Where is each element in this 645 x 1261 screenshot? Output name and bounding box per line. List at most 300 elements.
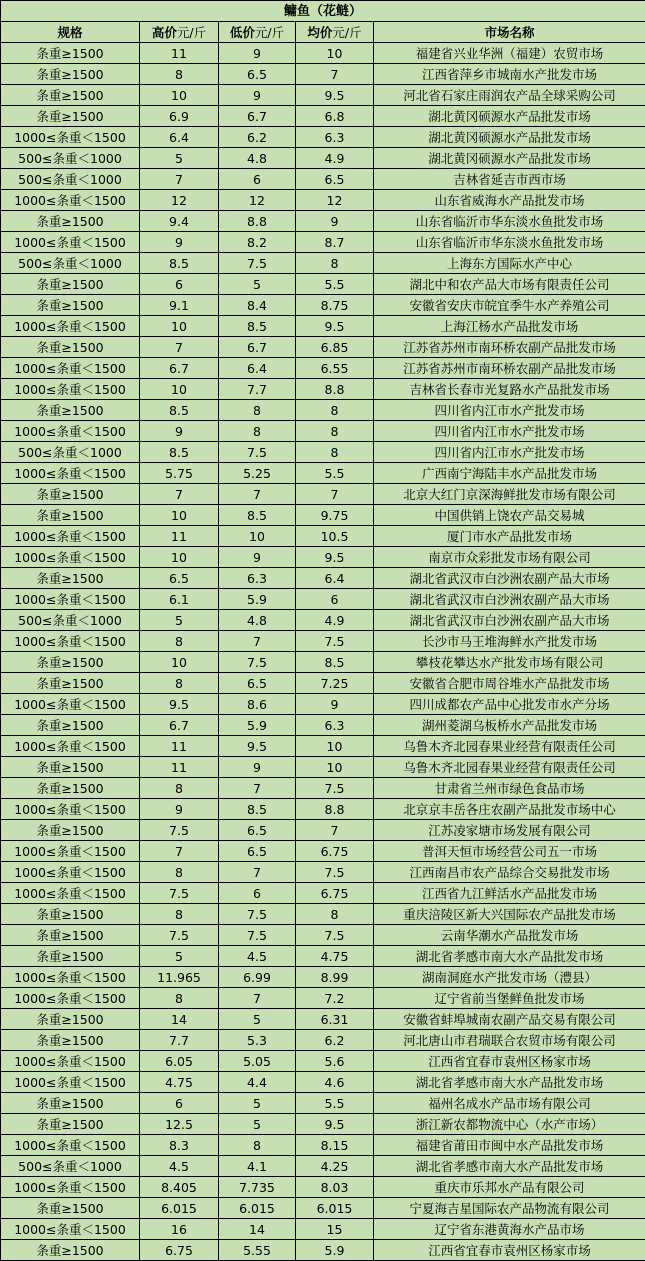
cell-spec: 1000≤条重＜1500 xyxy=(1,631,140,652)
cell-low-price: 4.5 xyxy=(219,946,296,967)
table-row xyxy=(1,967,645,988)
cell-low-price: 8.5 xyxy=(219,799,296,820)
cell-avg-price: 7.5 xyxy=(296,778,374,799)
cell-avg-price: 8 xyxy=(296,400,374,421)
cell-avg-price: 7.5 xyxy=(296,862,374,883)
cell-spec: 1000≤条重＜1500 xyxy=(1,421,140,442)
table-row xyxy=(1,358,645,379)
cell-spec: 1000≤条重＜1500 xyxy=(1,799,140,820)
cell-avg-price: 6 xyxy=(296,589,374,610)
cell-market: 云南华潮水产品批发市场 xyxy=(374,925,645,946)
cell-spec: 1000≤条重＜1500 xyxy=(1,358,140,379)
table-row xyxy=(1,862,645,883)
cell-high-price: 11 xyxy=(140,757,219,778)
cell-low-price: 12 xyxy=(219,190,296,211)
cell-high-price: 14 xyxy=(140,1009,219,1030)
cell-high-price: 9 xyxy=(140,799,219,820)
cell-high-price: 9.1 xyxy=(140,295,219,316)
cell-market: 浙江新农都物流中心（水产市场） xyxy=(374,1114,645,1135)
table-row xyxy=(1,946,645,967)
cell-market: 厦门市水产品批发市场 xyxy=(374,526,645,547)
cell-low-price: 5.05 xyxy=(219,1051,296,1072)
cell-avg-price: 6.4 xyxy=(296,568,374,589)
cell-high-price: 12 xyxy=(140,190,219,211)
cell-avg-price: 9 xyxy=(296,211,374,232)
cell-avg-price: 9 xyxy=(296,694,374,715)
cell-market: 广西南宁海陆丰水产品批发市场 xyxy=(374,463,645,484)
cell-low-price: 6.99 xyxy=(219,967,296,988)
cell-avg-price: 6.75 xyxy=(296,883,374,904)
table-row xyxy=(1,421,645,442)
table-row xyxy=(1,1051,645,1072)
cell-market: 普洱天恒市场经营公司五一市场 xyxy=(374,841,645,862)
table-row xyxy=(1,505,645,526)
cell-avg-price: 8.8 xyxy=(296,799,374,820)
cell-spec: 500≤条重＜1000 xyxy=(1,1156,140,1177)
cell-high-price: 8 xyxy=(140,862,219,883)
cell-market: 北京大红门京深海鲜批发市场有限公司 xyxy=(374,484,645,505)
cell-spec: 1000≤条重＜1500 xyxy=(1,841,140,862)
cell-market: 四川成都农产品中心批发市水产分场 xyxy=(374,694,645,715)
cell-low-price: 7.5 xyxy=(219,904,296,925)
table-row xyxy=(1,715,645,736)
cell-avg-price: 6.3 xyxy=(296,715,374,736)
cell-low-price: 6 xyxy=(219,169,296,190)
cell-avg-price: 8 xyxy=(296,442,374,463)
cell-spec: 条重≥1500 xyxy=(1,820,140,841)
cell-spec: 条重≥1500 xyxy=(1,925,140,946)
cell-high-price: 10 xyxy=(140,85,219,106)
cell-avg-price: 6.5 xyxy=(296,169,374,190)
cell-high-price: 5 xyxy=(140,946,219,967)
cell-spec: 1000≤条重＜1500 xyxy=(1,463,140,484)
cell-market: 攀枝花攀达水产批发市场有限公司 xyxy=(374,652,645,673)
cell-avg-price: 7.2 xyxy=(296,988,374,1009)
cell-market: 福州名成水产品市场有限公司 xyxy=(374,1093,645,1114)
table-row xyxy=(1,43,645,64)
cell-market: 上海东方国际水产中心 xyxy=(374,253,645,274)
cell-low-price: 7.5 xyxy=(219,652,296,673)
cell-low-price: 6.2 xyxy=(219,127,296,148)
cell-market: 长沙市马王堆海鲜水产批发市场 xyxy=(374,631,645,652)
cell-market: 辽宁省前当堡鲜鱼批发市场 xyxy=(374,988,645,1009)
cell-spec: 1000≤条重＜1500 xyxy=(1,1072,140,1093)
cell-spec: 1000≤条重＜1500 xyxy=(1,1051,140,1072)
cell-spec: 条重≥1500 xyxy=(1,274,140,295)
cell-market: 安徽省蚌埠城南农副产品交易有限公司 xyxy=(374,1009,645,1030)
table-row xyxy=(1,925,645,946)
cell-market: 安徽省安庆市皖宜季牛水产养殖公司 xyxy=(374,295,645,316)
cell-spec: 1000≤条重＜1500 xyxy=(1,589,140,610)
cell-spec: 条重≥1500 xyxy=(1,673,140,694)
table-row xyxy=(1,694,645,715)
cell-high-price: 9 xyxy=(140,421,219,442)
table-row xyxy=(1,1156,645,1177)
cell-spec: 条重≥1500 xyxy=(1,484,140,505)
table-row xyxy=(1,463,645,484)
cell-high-price: 6.4 xyxy=(140,127,219,148)
table-row xyxy=(1,1030,645,1051)
cell-market: 山东省临沂市华东淡水鱼批发市场 xyxy=(374,232,645,253)
cell-market: 福建省兴业华洲（福建）农贸市场 xyxy=(374,43,645,64)
table-row xyxy=(1,442,645,463)
cell-avg-price: 4.6 xyxy=(296,1072,374,1093)
table-row xyxy=(1,610,645,631)
cell-avg-price: 8.03 xyxy=(296,1177,374,1198)
cell-low-price: 7 xyxy=(219,778,296,799)
cell-low-price: 7 xyxy=(219,862,296,883)
cell-spec: 1000≤条重＜1500 xyxy=(1,694,140,715)
table-title: 鳙鱼（花鲢） xyxy=(1,1,645,22)
cell-high-price: 11 xyxy=(140,736,219,757)
table-row xyxy=(1,190,645,211)
cell-high-price: 4.75 xyxy=(140,1072,219,1093)
cell-avg-price: 8.5 xyxy=(296,652,374,673)
header-row xyxy=(1,22,645,43)
cell-market: 重庆涪陵区新大兴国际农产品批发市场 xyxy=(374,904,645,925)
cell-high-price: 8 xyxy=(140,778,219,799)
cell-market: 湖北省武汉市白沙洲农副产品大市场 xyxy=(374,568,645,589)
cell-low-price: 8 xyxy=(219,421,296,442)
cell-high-price: 10 xyxy=(140,505,219,526)
cell-spec: 1000≤条重＜1500 xyxy=(1,1135,140,1156)
cell-high-price: 9.4 xyxy=(140,211,219,232)
cell-low-price: 7 xyxy=(219,484,296,505)
cell-high-price: 4.5 xyxy=(140,1156,219,1177)
cell-avg-price: 8.8 xyxy=(296,379,374,400)
cell-avg-price: 6.75 xyxy=(296,841,374,862)
cell-market: 湖北黄冈硕源水产品批发市场 xyxy=(374,106,645,127)
table-row xyxy=(1,589,645,610)
cell-high-price: 6 xyxy=(140,1093,219,1114)
cell-low-price: 9 xyxy=(219,547,296,568)
cell-high-price: 6.015 xyxy=(140,1198,219,1219)
table-row xyxy=(1,274,645,295)
table-row xyxy=(1,169,645,190)
cell-low-price: 5.25 xyxy=(219,463,296,484)
cell-low-price: 5.55 xyxy=(219,1240,296,1261)
cell-market: 四川省内江市水产批发市场 xyxy=(374,421,645,442)
cell-high-price: 6.7 xyxy=(140,358,219,379)
cell-market: 吉林省延吉市西市场 xyxy=(374,169,645,190)
cell-spec: 1000≤条重＜1500 xyxy=(1,190,140,211)
cell-high-price: 7 xyxy=(140,841,219,862)
cell-high-price: 10 xyxy=(140,379,219,400)
cell-low-price: 6.4 xyxy=(219,358,296,379)
cell-avg-price: 8 xyxy=(296,421,374,442)
cell-avg-price: 7.5 xyxy=(296,631,374,652)
cell-avg-price: 6.8 xyxy=(296,106,374,127)
table-row xyxy=(1,337,645,358)
cell-avg-price: 5.6 xyxy=(296,1051,374,1072)
cell-market: 重庆市乐邦水产品有限公司 xyxy=(374,1177,645,1198)
cell-avg-price: 9.5 xyxy=(296,547,374,568)
cell-market: 上海江杨水产品批发市场 xyxy=(374,316,645,337)
table-row xyxy=(1,841,645,862)
cell-market: 四川省内江市水产批发市场 xyxy=(374,400,645,421)
table-row xyxy=(1,1093,645,1114)
cell-spec: 条重≥1500 xyxy=(1,85,140,106)
cell-avg-price: 7 xyxy=(296,820,374,841)
cell-market: 河北唐山市君瑞联合农贸市场有限公司 xyxy=(374,1030,645,1051)
cell-high-price: 7 xyxy=(140,169,219,190)
cell-market: 江苏省苏州市南环桥农副产品批发市场 xyxy=(374,358,645,379)
cell-market: 河北省石家庄雨润农产品全球采购公司 xyxy=(374,85,645,106)
cell-spec: 1000≤条重＜1500 xyxy=(1,379,140,400)
header-market: 市场名称 xyxy=(374,22,645,43)
cell-low-price: 8 xyxy=(219,1135,296,1156)
cell-spec: 1000≤条重＜1500 xyxy=(1,736,140,757)
cell-market: 辽宁省东港黄海水产品市场 xyxy=(374,1219,645,1240)
cell-avg-price: 5.5 xyxy=(296,274,374,295)
cell-low-price: 9 xyxy=(219,757,296,778)
cell-high-price: 6 xyxy=(140,274,219,295)
cell-low-price: 6.7 xyxy=(219,337,296,358)
cell-market: 湖南洞庭水产批发市场（澧县） xyxy=(374,967,645,988)
header-avg-price: 均价元/斤 xyxy=(296,22,374,43)
cell-market: 江苏凌家塘市场发展有限公司 xyxy=(374,820,645,841)
cell-market: 山东省威海水产品批发市场 xyxy=(374,190,645,211)
cell-high-price: 6.7 xyxy=(140,715,219,736)
cell-spec: 1000≤条重＜1500 xyxy=(1,316,140,337)
cell-low-price: 6.5 xyxy=(219,841,296,862)
cell-avg-price: 10 xyxy=(296,736,374,757)
cell-low-price: 9.5 xyxy=(219,736,296,757)
cell-high-price: 6.1 xyxy=(140,589,219,610)
cell-market: 乌鲁木齐北园春果业经营有限责任公司 xyxy=(374,736,645,757)
cell-spec: 1000≤条重＜1500 xyxy=(1,883,140,904)
cell-avg-price: 5.5 xyxy=(296,463,374,484)
cell-market: 北京京丰岳各庄农副产品批发市场中心 xyxy=(374,799,645,820)
cell-low-price: 14 xyxy=(219,1219,296,1240)
cell-low-price: 8.5 xyxy=(219,505,296,526)
cell-high-price: 5.75 xyxy=(140,463,219,484)
cell-low-price: 9 xyxy=(219,85,296,106)
cell-spec: 1000≤条重＜1500 xyxy=(1,127,140,148)
cell-high-price: 8.5 xyxy=(140,400,219,421)
cell-market: 福建省莆田市闽中水产品批发市场 xyxy=(374,1135,645,1156)
cell-high-price: 8 xyxy=(140,988,219,1009)
cell-high-price: 7.5 xyxy=(140,925,219,946)
table-row xyxy=(1,568,645,589)
cell-low-price: 7 xyxy=(219,631,296,652)
cell-spec: 条重≥1500 xyxy=(1,1240,140,1261)
cell-market: 湖北省武汉市白沙洲农副产品大市场 xyxy=(374,589,645,610)
cell-avg-price: 6.85 xyxy=(296,337,374,358)
cell-avg-price: 4.9 xyxy=(296,148,374,169)
cell-market: 江西南昌市农产品综合交易批发市场 xyxy=(374,862,645,883)
table-row xyxy=(1,526,645,547)
cell-avg-price: 8.7 xyxy=(296,232,374,253)
table-row xyxy=(1,547,645,568)
cell-spec: 条重≥1500 xyxy=(1,1030,140,1051)
cell-market: 宁夏海吉星国际农产品物流有限公司 xyxy=(374,1198,645,1219)
cell-spec: 条重≥1500 xyxy=(1,337,140,358)
cell-high-price: 8 xyxy=(140,673,219,694)
cell-spec: 条重≥1500 xyxy=(1,43,140,64)
cell-spec: 1000≤条重＜1500 xyxy=(1,547,140,568)
cell-low-price: 6.5 xyxy=(219,820,296,841)
table-row xyxy=(1,1219,645,1240)
cell-avg-price: 9.5 xyxy=(296,1114,374,1135)
cell-low-price: 6 xyxy=(219,883,296,904)
table-row xyxy=(1,883,645,904)
cell-low-price: 7 xyxy=(219,988,296,1009)
cell-spec: 条重≥1500 xyxy=(1,295,140,316)
table-row xyxy=(1,1114,645,1135)
table-row xyxy=(1,799,645,820)
cell-high-price: 7.5 xyxy=(140,820,219,841)
table-row xyxy=(1,148,645,169)
cell-spec: 条重≥1500 xyxy=(1,505,140,526)
cell-high-price: 16 xyxy=(140,1219,219,1240)
cell-market: 江西省宜春市袁州区杨家市场 xyxy=(374,1051,645,1072)
cell-spec: 条重≥1500 xyxy=(1,652,140,673)
cell-market: 江西省宜春市袁州区杨家市场 xyxy=(374,1240,645,1261)
cell-spec: 条重≥1500 xyxy=(1,1114,140,1135)
table-row xyxy=(1,316,645,337)
cell-market: 湖北省孝感市南大水产品批发市场 xyxy=(374,946,645,967)
cell-spec: 500≤条重＜1000 xyxy=(1,442,140,463)
table-row xyxy=(1,1072,645,1093)
cell-high-price: 7 xyxy=(140,337,219,358)
cell-low-price: 9 xyxy=(219,43,296,64)
table-row xyxy=(1,211,645,232)
cell-low-price: 7.5 xyxy=(219,253,296,274)
cell-market: 江西省九江鲜活水产品批发市场 xyxy=(374,883,645,904)
cell-spec: 1000≤条重＜1500 xyxy=(1,967,140,988)
cell-low-price: 7.735 xyxy=(219,1177,296,1198)
cell-avg-price: 7.5 xyxy=(296,925,374,946)
cell-avg-price: 4.75 xyxy=(296,946,374,967)
cell-high-price: 9.5 xyxy=(140,694,219,715)
cell-spec: 500≤条重＜1000 xyxy=(1,253,140,274)
cell-high-price: 11 xyxy=(140,43,219,64)
cell-avg-price: 4.9 xyxy=(296,610,374,631)
cell-high-price: 6.05 xyxy=(140,1051,219,1072)
cell-low-price: 7.5 xyxy=(219,442,296,463)
cell-spec: 条重≥1500 xyxy=(1,1198,140,1219)
table-row xyxy=(1,652,645,673)
cell-market: 四川省内江市水产批发市场 xyxy=(374,442,645,463)
table-row xyxy=(1,1198,645,1219)
table-row xyxy=(1,64,645,85)
cell-spec: 500≤条重＜1000 xyxy=(1,169,140,190)
table-row xyxy=(1,631,645,652)
cell-spec: 1000≤条重＜1500 xyxy=(1,232,140,253)
cell-high-price: 5 xyxy=(140,610,219,631)
cell-high-price: 11.965 xyxy=(140,967,219,988)
table-row xyxy=(1,1135,645,1156)
cell-low-price: 5 xyxy=(219,1114,296,1135)
cell-low-price: 5 xyxy=(219,274,296,295)
table-row xyxy=(1,1177,645,1198)
cell-high-price: 8.5 xyxy=(140,253,219,274)
cell-avg-price: 7.25 xyxy=(296,673,374,694)
cell-low-price: 4.8 xyxy=(219,610,296,631)
cell-market: 甘肃省兰州市绿色食品市场 xyxy=(374,778,645,799)
cell-market: 江苏省苏州市南环桥农副产品批发市场 xyxy=(374,337,645,358)
cell-avg-price: 6.2 xyxy=(296,1030,374,1051)
cell-low-price: 6.3 xyxy=(219,568,296,589)
table-row xyxy=(1,1009,645,1030)
table-row xyxy=(1,757,645,778)
cell-spec: 1000≤条重＜1500 xyxy=(1,1219,140,1240)
cell-spec: 条重≥1500 xyxy=(1,715,140,736)
cell-market: 安徽省合肥市周谷堆水产品批发市场 xyxy=(374,673,645,694)
cell-avg-price: 10.5 xyxy=(296,526,374,547)
cell-spec: 条重≥1500 xyxy=(1,1093,140,1114)
cell-spec: 条重≥1500 xyxy=(1,568,140,589)
table-row xyxy=(1,736,645,757)
table-row xyxy=(1,988,645,1009)
cell-low-price: 8.8 xyxy=(219,211,296,232)
cell-spec: 条重≥1500 xyxy=(1,106,140,127)
header-high-price: 高价元/斤 xyxy=(140,22,219,43)
cell-spec: 条重≥1500 xyxy=(1,904,140,925)
cell-high-price: 6.9 xyxy=(140,106,219,127)
cell-low-price: 5 xyxy=(219,1093,296,1114)
cell-high-price: 6.75 xyxy=(140,1240,219,1261)
cell-high-price: 12.5 xyxy=(140,1114,219,1135)
cell-low-price: 7.7 xyxy=(219,379,296,400)
cell-avg-price: 5.9 xyxy=(296,1240,374,1261)
cell-high-price: 8.405 xyxy=(140,1177,219,1198)
table-row xyxy=(1,904,645,925)
cell-market: 南京市众彩批发市场有限公司 xyxy=(374,547,645,568)
cell-low-price: 7.5 xyxy=(219,925,296,946)
cell-avg-price: 8 xyxy=(296,904,374,925)
table-row xyxy=(1,484,645,505)
table-row xyxy=(1,1240,645,1261)
cell-avg-price: 10 xyxy=(296,43,374,64)
cell-high-price: 8.5 xyxy=(140,442,219,463)
cell-market: 吉林省长春市光复路水产品批发市场 xyxy=(374,379,645,400)
cell-avg-price: 15 xyxy=(296,1219,374,1240)
cell-low-price: 5 xyxy=(219,1009,296,1030)
cell-avg-price: 9.5 xyxy=(296,316,374,337)
cell-high-price: 8 xyxy=(140,904,219,925)
cell-low-price: 6.7 xyxy=(219,106,296,127)
cell-avg-price: 12 xyxy=(296,190,374,211)
cell-spec: 1000≤条重＜1500 xyxy=(1,988,140,1009)
cell-low-price: 5.9 xyxy=(219,589,296,610)
cell-avg-price: 9.75 xyxy=(296,505,374,526)
cell-spec: 1000≤条重＜1500 xyxy=(1,526,140,547)
cell-high-price: 7.7 xyxy=(140,1030,219,1051)
cell-low-price: 6.5 xyxy=(219,64,296,85)
cell-low-price: 10 xyxy=(219,526,296,547)
cell-market: 江西省萍乡市城南水产批发市场 xyxy=(374,64,645,85)
cell-high-price: 8 xyxy=(140,64,219,85)
cell-market: 湖北省武汉市白沙洲农副产品大市场 xyxy=(374,610,645,631)
cell-high-price: 10 xyxy=(140,316,219,337)
cell-avg-price: 8 xyxy=(296,253,374,274)
cell-low-price: 8.5 xyxy=(219,316,296,337)
cell-avg-price: 7 xyxy=(296,64,374,85)
cell-avg-price: 6.3 xyxy=(296,127,374,148)
cell-low-price: 8 xyxy=(219,400,296,421)
cell-low-price: 6.015 xyxy=(219,1198,296,1219)
cell-market: 湖北中和农产品大市场有限责任公司 xyxy=(374,274,645,295)
table-row xyxy=(1,673,645,694)
table-row xyxy=(1,127,645,148)
cell-spec: 条重≥1500 xyxy=(1,757,140,778)
cell-high-price: 5 xyxy=(140,148,219,169)
cell-avg-price: 8.75 xyxy=(296,295,374,316)
cell-high-price: 6.5 xyxy=(140,568,219,589)
cell-high-price: 7 xyxy=(140,484,219,505)
